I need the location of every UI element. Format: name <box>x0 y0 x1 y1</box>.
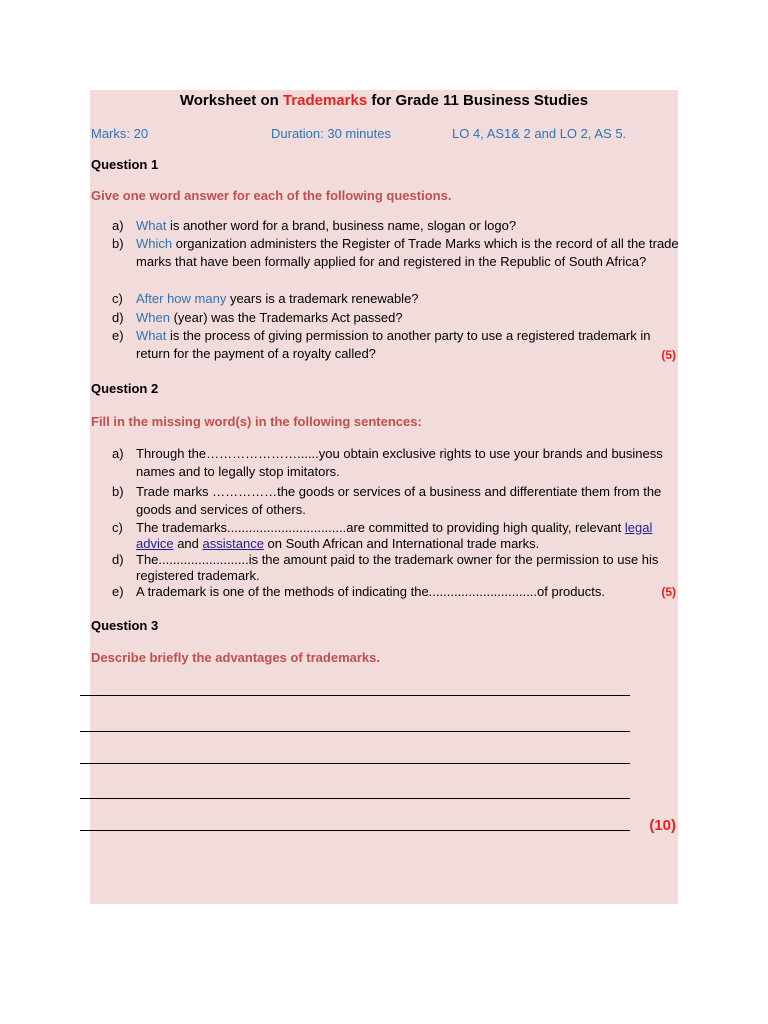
duration-info: Duration: 30 minutes <box>271 126 391 141</box>
item-label: e) <box>112 584 124 599</box>
item-text: years is a trademark renewable? <box>226 291 419 306</box>
marks-info: Marks: 20 <box>91 126 149 141</box>
answer-line[interactable] <box>80 830 630 831</box>
question-word: When <box>136 310 170 325</box>
item-label: b) <box>112 236 124 251</box>
item-label: d) <box>112 552 124 567</box>
page-title <box>0 92 768 109</box>
item-text: organization administers the Register of Trade Marks which is the record of all the trade marks that have been formally applied for and registered in the Republic of South Africa? <box>136 236 679 269</box>
title-highlight: Trademarks <box>282 92 368 109</box>
answer-line[interactable] <box>80 763 630 764</box>
item-label: a) <box>112 218 124 233</box>
item-text: Trade marks ……………the goods or services of a business and differentiate them from the goods and services of others. <box>136 484 662 517</box>
question-1-marks: (5) <box>661 348 676 362</box>
answer-line[interactable] <box>80 731 630 732</box>
question-3-heading: Question 3 <box>91 618 159 633</box>
item-text: A trademark is one of the methods of indicating the..............................of products. <box>136 584 605 599</box>
answer-line[interactable] <box>80 695 630 696</box>
question-2-heading: Question 2 <box>91 381 159 396</box>
assistance-link[interactable]: assistance <box>202 536 264 551</box>
item-label: b) <box>112 484 124 499</box>
item-label: c) <box>112 291 123 306</box>
question-word: What <box>136 328 167 343</box>
question-1-instruction: Give one word answer for each of the following questions. <box>91 188 452 203</box>
item-text: is the process of giving permission to another party to use a registered trademark in return for the payment of a royalty called? <box>136 328 651 361</box>
answer-line[interactable] <box>80 798 630 799</box>
item-label: e) <box>112 328 124 343</box>
question-2-instruction: Fill in the missing word(s) in the following sentences: <box>91 414 422 429</box>
item-label: c) <box>112 520 123 535</box>
question-3-marks: (10) <box>649 817 676 834</box>
item-text: Through the…………………......you obtain exclusive rights to use your brands and business names and to legally stop imitators. <box>136 446 663 479</box>
title-suffix: for Grade 11 Business Studies <box>367 92 589 109</box>
learning-outcome-info: LO 4, AS1& 2 and LO 2, AS 5. <box>452 126 627 141</box>
item-text: The trademarks.................................are committed to providing high quality, relevant <box>136 520 625 535</box>
item-text-tail: on South African and International trade marks. <box>263 536 540 551</box>
title-prefix: Worksheet on <box>179 92 283 109</box>
item-text-connector: and <box>173 536 203 551</box>
item-text: The.........................is the amount paid to the trademark owner for the permission to use his registered trademark. <box>136 552 659 583</box>
question-2-marks: (5) <box>661 585 676 599</box>
item-label: a) <box>112 446 124 461</box>
question-1-heading: Question 1 <box>91 157 159 172</box>
legal-advice-link[interactable]: legal advice <box>136 520 653 551</box>
item-text: (year) was the Trademarks Act passed? <box>169 310 403 325</box>
question-word: Which <box>136 236 173 251</box>
item-label: d) <box>112 310 124 325</box>
question-3-instruction: Describe briefly the advantages of trademarks. <box>91 650 381 665</box>
question-word: What <box>136 218 167 233</box>
item-text: is another word for a brand, business name, slogan or logo? <box>166 218 517 233</box>
question-word: After how many <box>136 291 227 306</box>
